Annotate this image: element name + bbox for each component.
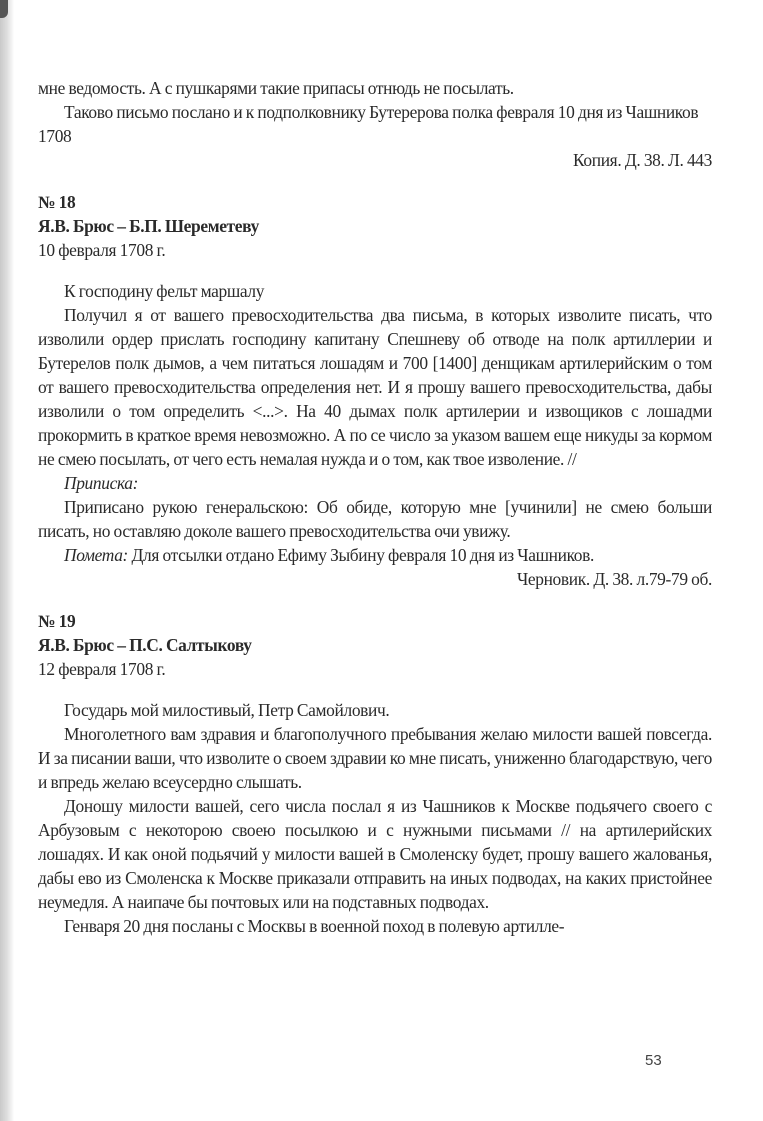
document-paragraph: Доношу милости вашей, сего числа послал я из Чашников к Москве подьячего своего с Арбузовым с некоторою своею посылкою и с нужными письмами // на артилерийских лошадях. И как оной подьячий у милости вашей в Смоленску будет, прошу вашего жалованья, дабы ево из Смоленска к Москве приказали отправить на иных подводах, на каких пристойнее неумедля. А наипаче бы почтовых или на подставных подводах. bbox=[38, 796, 712, 912]
postscript-label-text: Приписка: bbox=[64, 473, 139, 493]
note bbox=[38, 543, 712, 567]
page-number: 53 bbox=[645, 1052, 662, 1069]
scan-edge-mark bbox=[0, 0, 8, 18]
document-date: 10 февраля 1708 г. bbox=[38, 240, 166, 260]
note-text: Для отсылки отдано Ефиму Зыбину февраля 10 дня из Чашников. bbox=[131, 545, 595, 565]
document-source: Черновик. Д. 38. л.79-79 об. bbox=[516, 569, 712, 589]
document-title: Я.В. Брюс – Б.П. Шереметеву bbox=[38, 216, 259, 236]
document-date: 12 февраля 1708 г. bbox=[38, 659, 166, 679]
book-spine-shadow bbox=[0, 0, 14, 1121]
document-paragraph: Многолетного вам здравия и благополучного пребывания желаю милости вашей повсегда. И за писании ваши, что изволите о своем здравии ко мне писать, униженно благодарствую, чего и впредь желаю всеусердно слышать. bbox=[38, 724, 712, 792]
document-number: № 19 bbox=[38, 611, 76, 631]
page-content bbox=[38, 76, 712, 938]
document-salutation: Государь мой милостивый, Петр Самойлович. bbox=[64, 700, 390, 720]
continuation-source: Копия. Д. 38. Л. 443 bbox=[573, 150, 712, 170]
continuation-line-1: мне ведомость. А с пушкарями такие припасы отнюдь не посылать. bbox=[38, 78, 514, 98]
postscript-label bbox=[38, 471, 712, 495]
document-body: Получил я от вашего превосходительства два письма, в которых изволите писать, что изволили ордер прислать господину капитану Спешневу об отводе на полк артиллерии и Бутерелов полк дымов, а чем питаться лошадям и 700 [1400] денщикам артилерийским о том от вашего превосходительства определения нет. И я прошу вашего превосходительства, дабы изволили о том определить <...>. На 40 дымах полк артилерии и извощиков с лошадми прокормить в краткое время невозможно. А по се число за указом вашем еще никуды за кормом не смею посылать, от чего есть немалая нужда и о том, как твое изволение. // bbox=[38, 305, 712, 469]
postscript-text: Приписано рукою генеральскою: Об обиде, которую мне [учинили] не смею больши писать, но оставляю доколе вашего превосходительства очи увижу. bbox=[38, 497, 712, 541]
document-title: Я.В. Брюс – П.С. Салтыкову bbox=[38, 635, 252, 655]
continuation-line-2: Таково письмо послано и к подполковнику Бутерерова полка февраля 10 дня из Чашников 1708 bbox=[38, 102, 699, 146]
document-18 bbox=[38, 190, 712, 591]
note-label: Помета: bbox=[64, 545, 128, 565]
document-number: № 18 bbox=[38, 192, 76, 212]
document-paragraph: Генваря 20 дня посланы с Москвы в военной поход в полевую артилле- bbox=[64, 916, 565, 936]
document-19 bbox=[38, 609, 712, 938]
document-salutation: К господину фельт маршалу bbox=[64, 281, 265, 301]
